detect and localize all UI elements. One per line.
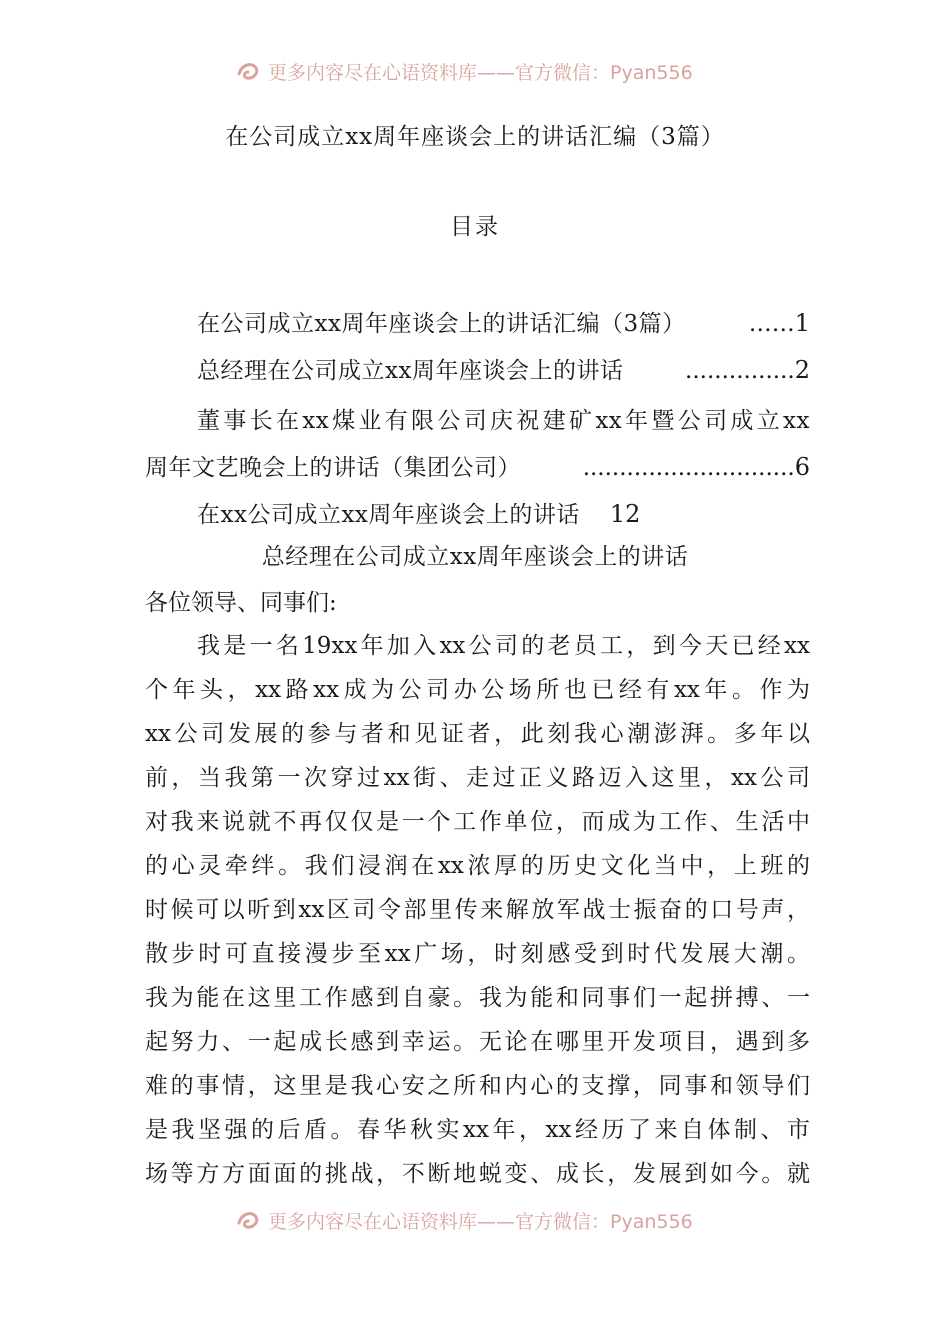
toc-entry[interactable] — [145, 491, 810, 538]
salutation: 各位领导、同事们: — [145, 590, 337, 616]
watermark-text: 更多内容尽在心语资料库——官方微信：Pyan556 — [268, 1210, 693, 1233]
watermark-logo-icon — [236, 60, 262, 82]
body-line: 时候可以听到xx区司令部里传来解放军战士振奋的口号声， — [145, 897, 810, 923]
toc-entry[interactable] — [145, 398, 810, 444]
watermark-text: 更多内容尽在心语资料库——官方微信：Pyan556 — [268, 61, 693, 84]
body-line: 我是一名19xx年加入xx公司的老员工，到今天已经xx — [197, 633, 810, 659]
body-line: 起努力、一起成长感到幸运。无论在哪里开发项目，遇到多 — [145, 1029, 810, 1055]
body-line: 对我来说就不再仅仅是一个工作单位，而成为工作、生活中 — [145, 809, 810, 835]
toc-leader-dots: ............................. — [582, 455, 795, 481]
toc-leader-dots: …… — [748, 311, 795, 337]
toc-entry-title: 在公司成立xx周年座谈会上的讲话汇编（3篇） — [197, 311, 686, 337]
body-line: 散步时可直接漫步至xx广场，时刻感受到时代发展大潮。 — [145, 941, 810, 967]
table-of-contents — [145, 300, 810, 538]
watermark-header — [236, 58, 726, 84]
toc-page-number: 1 — [794, 309, 810, 337]
body-line: 的心灵牵绊。我们浸润在xx浓厚的历史文化当中，上班的 — [145, 853, 810, 879]
speech-title: 总经理在公司成立xx周年座谈会上的讲话 — [261, 544, 689, 570]
body-line: 我为能在这里工作感到自豪。我为能和同事们一起拼搏、一 — [145, 985, 810, 1011]
toc-page-number: 2 — [794, 356, 810, 384]
body-line: 个年头，xx路xx成为公司办公场所也已经有xx年。作为 — [145, 677, 810, 703]
toc-entry-title-line2: 周年文艺晚会上的讲话（集团公司） — [145, 455, 521, 481]
body-line: 是我坚强的后盾。春华秋实xx年，xx经历了来自体制、市 — [145, 1117, 810, 1143]
toc-entry-continued[interactable] — [145, 444, 810, 491]
toc-entry[interactable] — [145, 300, 810, 347]
toc-entry-title-line1: 董事长在xx煤业有限公司庆祝建矿xx年暨公司成立xx — [197, 408, 810, 434]
toc-page-number: 6 — [794, 453, 810, 481]
body-line: xx公司发展的参与者和见证者，此刻我心潮澎湃。多年以 — [145, 721, 810, 747]
watermark-footer — [236, 1207, 726, 1233]
toc-entry-title: 总经理在公司成立xx周年座谈会上的讲话 — [197, 358, 624, 384]
body-line: 场等方方面面的挑战，不断地蜕变、成长，发展到如今。就 — [145, 1161, 810, 1187]
toc-heading: 目录 — [450, 214, 500, 240]
toc-entry-title: 在xx公司成立xx周年座谈会上的讲话 — [197, 502, 580, 528]
document-title: 在公司成立xx周年座谈会上的讲话汇编（3篇） — [225, 124, 725, 150]
speech-body — [145, 624, 810, 1196]
toc-entry[interactable] — [145, 347, 810, 394]
body-line: 难的事情，这里是我心安之所和内心的支撑，同事和领导们 — [145, 1073, 810, 1099]
toc-page-number: 12 — [609, 500, 641, 528]
toc-leader-dots: ............... — [685, 358, 795, 384]
body-line: 前，当我第一次穿过xx街、走过正义路迈入这里，xx公司 — [145, 765, 810, 791]
watermark-logo-icon — [236, 1209, 262, 1231]
